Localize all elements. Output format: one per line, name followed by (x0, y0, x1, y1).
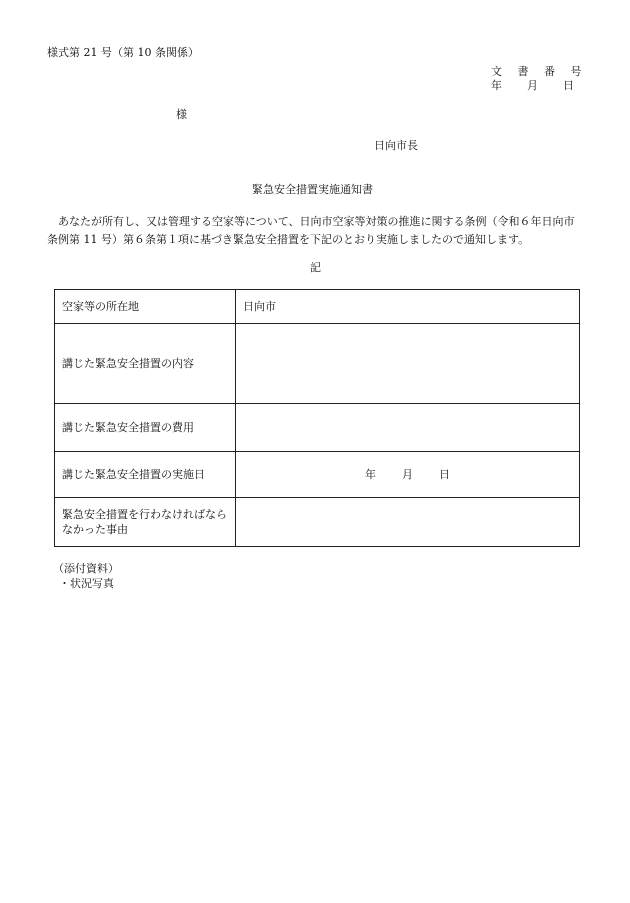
sender-name: 日向市長 (374, 139, 418, 152)
table-row (55, 498, 580, 547)
row-label-measure-cost: 講じた緊急安全措置の費用 (55, 404, 236, 452)
table-row (55, 290, 580, 324)
document-title: 緊急安全措置実施通知書 (252, 183, 373, 196)
row-label-location: 空家等の所在地 (55, 290, 236, 324)
issue-date-year: 年 (491, 79, 502, 92)
row-value-reason (236, 498, 580, 547)
form-number: 様式第 21 号（第 10 条関係） (47, 46, 199, 59)
implementation-month: 月 (402, 468, 413, 481)
addressee-honorific: 様 (176, 108, 187, 121)
issue-date-day: 日 (563, 79, 574, 92)
row-value-measure-content (236, 324, 580, 404)
issue-date-month: 月 (527, 79, 538, 92)
row-label-implementation-date: 講じた緊急安全措置の実施日 (55, 452, 236, 498)
row-label-reason: 緊急安全措置を行わなければならなかった事由 (55, 498, 236, 547)
attachment-item: ・状況写真 (59, 577, 114, 590)
row-value-location: 日向市 (236, 290, 580, 324)
table-row (55, 404, 580, 452)
table-row (55, 324, 580, 404)
document-number-label: 文 書 番 号 (491, 65, 588, 78)
document-body: あなたが所有し、又は管理する空家等について、日向市空家等対策の推進に関する条例（令和６年日向市条例第 11 号）第６条第１項に基づき緊急安全措置を下記のとおり実施しましたので通知します。 (47, 215, 575, 246)
ki-heading: 記 (310, 261, 321, 274)
table-row (55, 452, 580, 498)
record-table (54, 289, 580, 547)
attachments-heading: （添付資料） (53, 562, 119, 575)
row-label-measure-content: 講じた緊急安全措置の内容 (55, 324, 236, 404)
row-value-implementation-date (236, 452, 580, 498)
implementation-day: 日 (439, 468, 450, 481)
row-value-measure-cost (236, 404, 580, 452)
implementation-year: 年 (365, 468, 376, 481)
issue-date (491, 79, 574, 93)
